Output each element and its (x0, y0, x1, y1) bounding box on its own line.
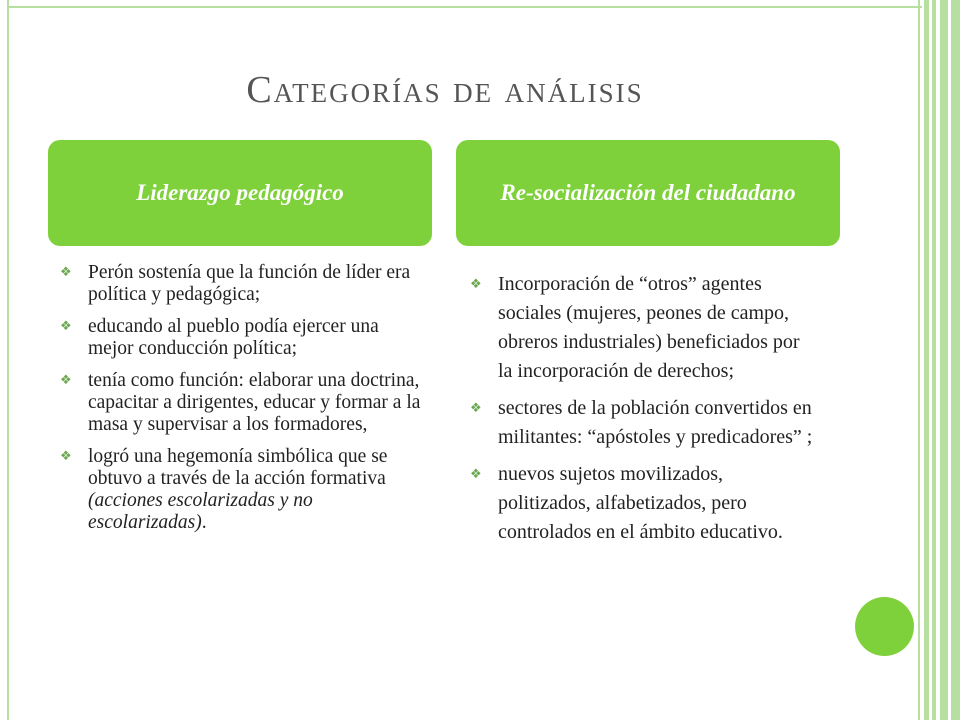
item-text: logró una hegemonía simbólica que se obtuvo a través de la acción formativa (88, 446, 388, 489)
diamond-bullet-icon: ❖ (60, 449, 72, 464)
diamond-bullet-icon: ❖ (470, 467, 482, 482)
list-item (60, 370, 425, 436)
diamond-bullet-icon: ❖ (60, 265, 72, 280)
list-item (60, 316, 425, 360)
diamond-bullet-icon: ❖ (60, 373, 72, 388)
list-item (60, 446, 425, 534)
decorative-circle (855, 597, 914, 656)
diamond-bullet-icon: ❖ (470, 277, 482, 292)
item-text: tenía como función: elaborar una doctrina, capacitar a dirigentes, educar y formar a la masa y supervisar a los formadores, (88, 370, 421, 435)
item-text: Perón sostenía que la función de líder era política y pedagógica; (88, 262, 411, 305)
list-item (60, 262, 425, 306)
slide-border-top (7, 6, 922, 8)
list-item (470, 270, 815, 386)
item-suffix: . (201, 512, 207, 533)
header-resocializacion-ciudadano (456, 140, 840, 246)
item-emphasis: (acciones escolarizadas y no escolarizadas) (88, 490, 313, 533)
list-item (470, 460, 815, 547)
diamond-bullet-icon: ❖ (60, 319, 72, 334)
item-text: educando al pueblo podía ejercer una mejor conducción política; (88, 316, 379, 359)
decorative-stripes (918, 0, 960, 720)
list-item (470, 394, 815, 452)
bullet-list-left (60, 262, 425, 544)
item-text: sectores de la población convertidos en militantes: “apóstoles y predicadores” ; (498, 397, 813, 448)
header-label: Re-socialización del ciudadano (500, 180, 796, 205)
header-liderazgo-pedagogico (48, 140, 432, 246)
bullet-list-right (470, 270, 815, 555)
diamond-bullet-icon: ❖ (470, 401, 482, 416)
item-text: nuevos sujetos movilizados, politizados, alfabetizados, pero controlados en el ámbito educativo. (498, 463, 783, 543)
header-label: Liderazgo pedagógico (136, 180, 344, 205)
item-text: Incorporación de “otros” agentes sociales (mujeres, peones de campo, obreros industriales) beneficiados por la incorporación de derechos; (498, 273, 800, 382)
slide-title: Categorías de análisis (246, 69, 644, 111)
